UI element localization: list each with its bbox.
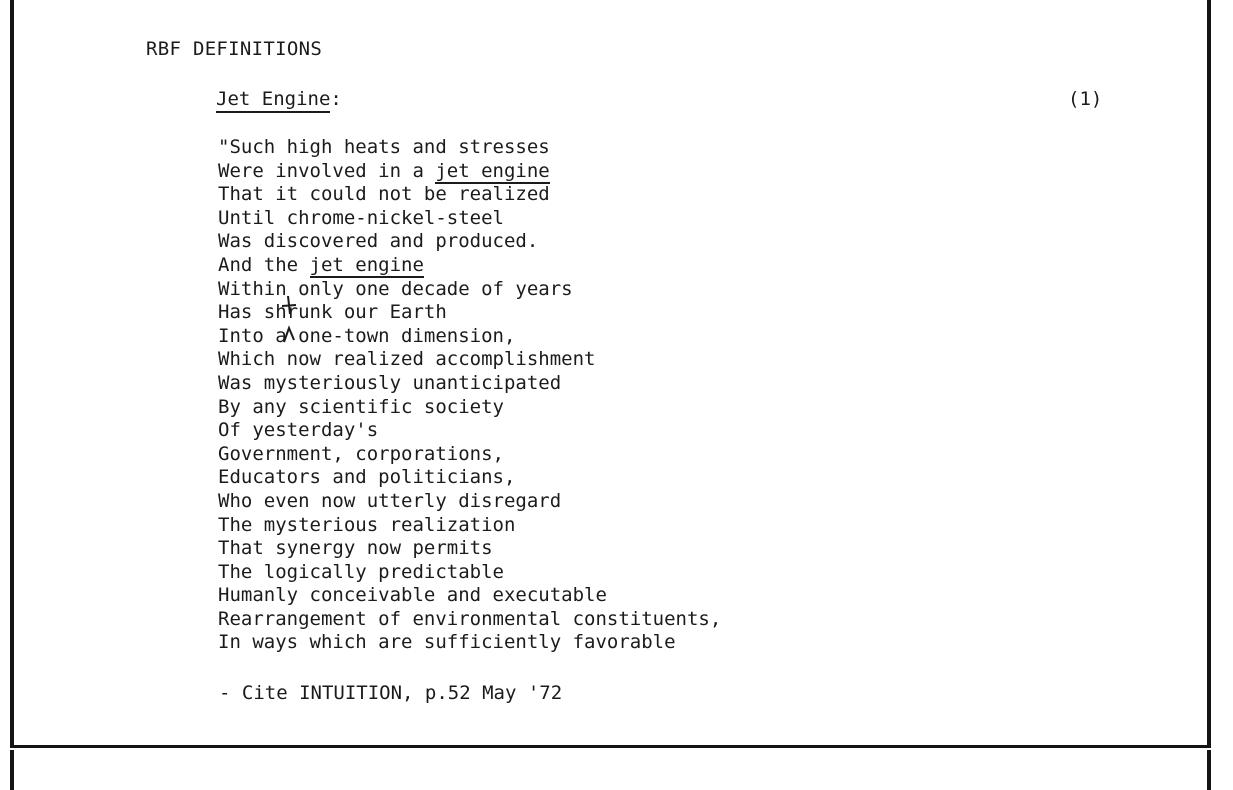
poem-line: That it could not be realized: [218, 183, 550, 206]
handwritten-insertion-mark: [274, 292, 304, 348]
poem-line: [218, 254, 721, 278]
term-title: [216, 88, 342, 110]
poem-line: Who even now utterly disregard: [218, 489, 562, 512]
poem-line: That synergy now permits: [218, 537, 493, 560]
poem-line: Was mysteriously unanticipated: [218, 371, 562, 394]
citation: - Cite INTUITION, p.52 May '72: [219, 682, 563, 704]
poem-line: In ways which are sufficiently favorable: [218, 631, 676, 654]
poem-line: Rearrangement of environmental constituents,: [218, 607, 722, 630]
poem-line: "Such high heats and stresses: [218, 136, 550, 158]
poem-body: [218, 136, 721, 655]
poem-line: By any scientific society: [218, 395, 504, 418]
poem-line: Was discovered and produced.: [218, 230, 539, 253]
poem-line: Into a one-town dimension,: [218, 324, 516, 347]
poem-line: Within only one decade of years: [218, 277, 573, 300]
poem-line: The mysterious realization: [218, 513, 516, 536]
poem-line: Until chrome-nickel-steel: [218, 206, 504, 229]
card-number: (1): [1068, 88, 1103, 110]
poem-line: Which now realized accomplishment: [218, 348, 596, 371]
poem-line: Government, corporations,: [218, 442, 504, 465]
poem-line-text: Were involved in a: [218, 159, 436, 182]
underlined-phrase: jet engine: [435, 159, 550, 182]
poem-line: Of yesterday's: [218, 419, 379, 442]
poem-line: The logically predictable: [218, 560, 504, 583]
poem-line: Has shrunk our Earth: [218, 301, 447, 324]
term-word: Jet Engine: [216, 88, 330, 113]
next-card-edge: [10, 750, 1211, 790]
poem-line: [218, 160, 721, 184]
poem-line-text: And the: [218, 253, 310, 276]
term-colon: :: [330, 88, 342, 110]
poem-line: Humanly conceivable and executable: [218, 584, 607, 607]
card-heading: RBF DEFINITIONS: [146, 38, 323, 60]
underlined-phrase: jet engine: [309, 253, 424, 276]
poem-line: Educators and politicians,: [218, 466, 516, 489]
